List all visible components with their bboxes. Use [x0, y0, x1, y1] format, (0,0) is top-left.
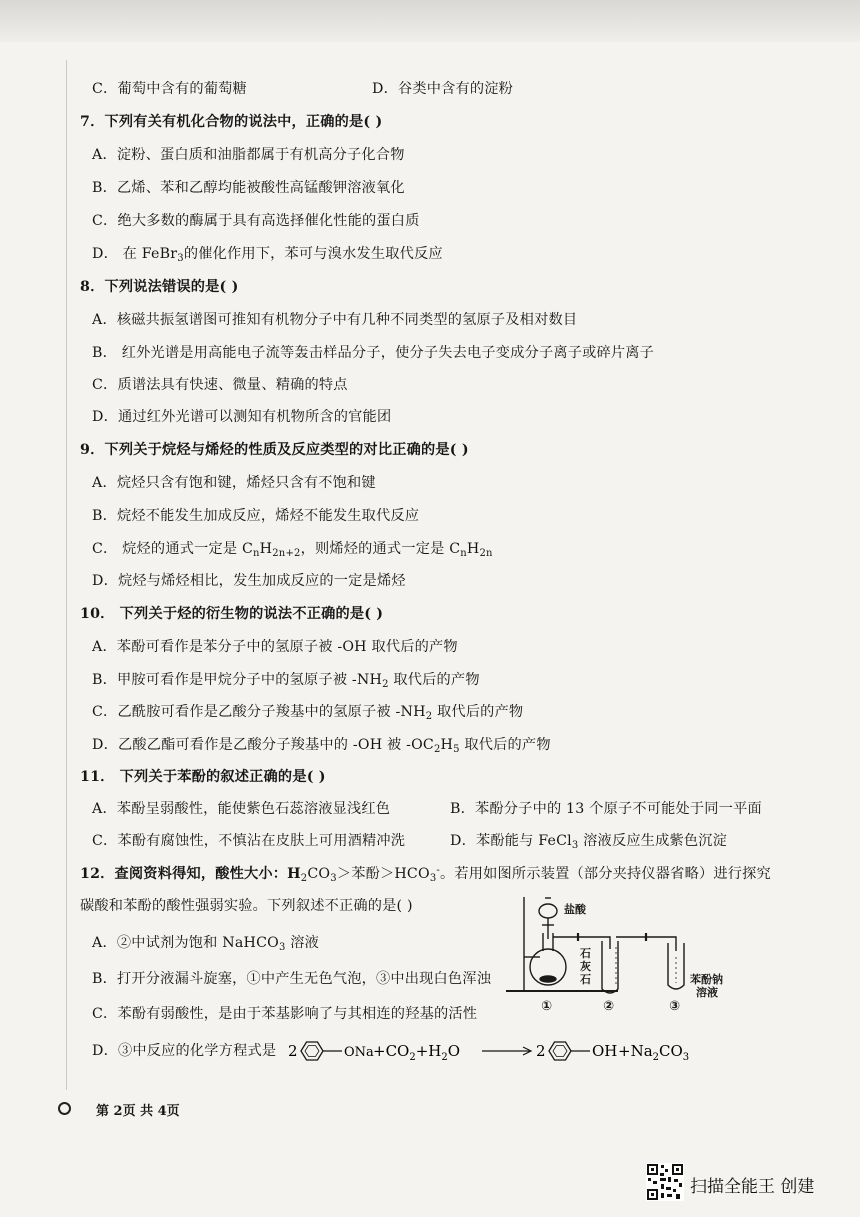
- eq-coef-2: 2: [536, 1042, 546, 1060]
- separatory-funnel-icon: [539, 898, 557, 939]
- q12-option-c: C．苯酚有弱酸性，是由于苯基影响了与其相连的羟基的活性: [92, 1006, 478, 1022]
- qr-code-icon: [646, 1163, 684, 1201]
- q8-option-b: B． 红外光谱是用高能电子流等轰击样品分子，使分子失去电子变成分子离子或碎片离子: [92, 345, 655, 361]
- eq-group-oh: OH: [592, 1042, 618, 1060]
- q12-stem-line2: 碳酸和苯酚的酸性强弱实验。下列叙述不正确的是( ): [80, 898, 413, 914]
- q7-option-c: C．绝大多数的酶属于具有高选择催化性能的蛋白质: [92, 213, 420, 229]
- q7-option-b: B．乙烯、苯和乙醇均能被酸性高锰酸钾溶液氧化: [92, 180, 405, 196]
- q12-option-a: A．②中试剂为饱和 NaHCO$_3$ 溶液: [92, 935, 320, 953]
- scan-top-edge: [0, 0, 860, 42]
- q7-option-a: A．淀粉、蛋白质和油脂都属于有机高分子化合物: [92, 147, 405, 163]
- flask-icon: [530, 933, 566, 985]
- label-limestone-1: 石: [580, 947, 591, 960]
- reaction-equation: [90, 1034, 710, 1070]
- q10-option-a: A．苯酚可看作是苯分子中的氢原子被 -OH 取代后的产物: [92, 639, 458, 655]
- eq-group-ona: ONa: [344, 1045, 374, 1060]
- q9-option-a: A．烷烃只含有饱和键，烯烃只含有不饱和键: [92, 475, 376, 491]
- q7-option-d: D． 在 FeBr$_3$的催化作用下，苯可与溴水发生取代反应: [92, 246, 443, 264]
- label-vessel-1: ①: [541, 999, 553, 1014]
- q7-stem: 7．下列有关有机化合物的说法中，正确的是( ): [80, 114, 383, 130]
- q8-option-a: A．核磁共振氢谱图可推知有机物分子中有几种不同类型的氢原子及相对数目: [92, 312, 578, 328]
- q11-stem: 11． 下列关于苯酚的叙述正确的是( ): [80, 769, 326, 785]
- margin-line: [66, 60, 67, 1090]
- q10-option-b: B．甲胺可看作是甲烷分子中的氢原子被 $-NH_2$ 取代后的产物: [92, 672, 480, 690]
- label-limestone-3: 石: [580, 973, 591, 986]
- label-vessel-3: ③: [669, 999, 681, 1014]
- label-sodium-phenoxide: 苯酚钠: [690, 973, 723, 986]
- q9-option-b: B．烷烃不能发生加成反应，烯烃不能发生取代反应: [92, 508, 420, 524]
- label-hydrochloric-acid: 盐酸: [564, 903, 586, 916]
- apparatus-diagram: [500, 893, 770, 1018]
- q8-stem: 8．下列说法错误的是( ): [80, 279, 239, 295]
- q10-stem: 10． 下列关于烃的衍生物的说法不正确的是( ): [80, 606, 384, 622]
- q11-option-b: B．苯酚分子中的 13 个原子不可能处于同一平面: [450, 801, 762, 817]
- q11-option-a: A．苯酚呈弱酸性，能使紫色石蕊溶液显浅红色: [92, 801, 391, 817]
- q9-option-c: C． 烷烃的通式一定是 $C_nH_{2n+2}$，则烯烃的通式一定是 $C_nH_{2n}$: [92, 541, 493, 559]
- label-limestone-2: 灰: [580, 960, 591, 973]
- eq-coef-1: 2: [288, 1042, 298, 1060]
- q9-stem: 9．下列关于烷烃与烯烃的性质及反应类型的对比正确的是( ): [80, 442, 469, 458]
- q10-option-c: C．乙酰胺可看作是乙酸分子羧基中的氢原子被 $-NH_2$ 取代后的产物: [92, 704, 524, 722]
- label-vessel-2: ②: [603, 999, 615, 1014]
- q10-option-d: D．乙酸乙酯可看作是乙酸分子羧基中的 -OH 被 $-OC_2H_5$ 取代后的产物: [92, 737, 551, 755]
- q8-option-d: D．通过红外光谱可以测知有机物所含的官能团: [92, 409, 392, 425]
- q12-option-d: D．③中反应的化学方程式是: [92, 1043, 277, 1059]
- benzene-ring-icon: [301, 1042, 323, 1060]
- page-number: 第 2页 共 4页: [96, 1104, 180, 1119]
- binding-hole-icon: [58, 1102, 71, 1115]
- q8-option-c: C．质谱法具有快速、微量、精确的特点: [92, 377, 348, 393]
- q9-option-d: D．烷烃与烯烃相比，发生加成反应的一定是烯烃: [92, 573, 406, 589]
- svg-text:+CO2+H2O: $+CO_2+H_2O$: [373, 1042, 461, 1063]
- scanner-watermark: 扫描全能王 创建: [690, 1177, 815, 1197]
- q11-option-c: C．苯酚有腐蚀性，不慎沾在皮肤上可用酒精冲洗: [92, 833, 406, 849]
- svg-text:+Na2CO3: $+Na_2CO_3$: [618, 1042, 690, 1063]
- q12-option-b: B．打开分液漏斗旋塞，①中产生无色气泡，③中出现白色浑浊: [92, 971, 492, 987]
- q11-option-d: D．苯酚能与 FeCl$_3$ 溶液反应生成紫色沉淀: [450, 833, 728, 851]
- benzene-ring-icon: [549, 1042, 571, 1060]
- q6-option-c: C．葡萄中含有的葡萄糖: [92, 81, 247, 97]
- q12-stem-line1: 12．查阅资料得知，酸性大小：$H_2CO_3>$苯酚$>HCO_3^-$。若用如图所示装置（部分夹持仪器省略）进行探究: [80, 865, 771, 884]
- label-solution: 溶液: [696, 986, 718, 999]
- q6-option-d: D．谷类中含有的淀粉: [372, 81, 514, 97]
